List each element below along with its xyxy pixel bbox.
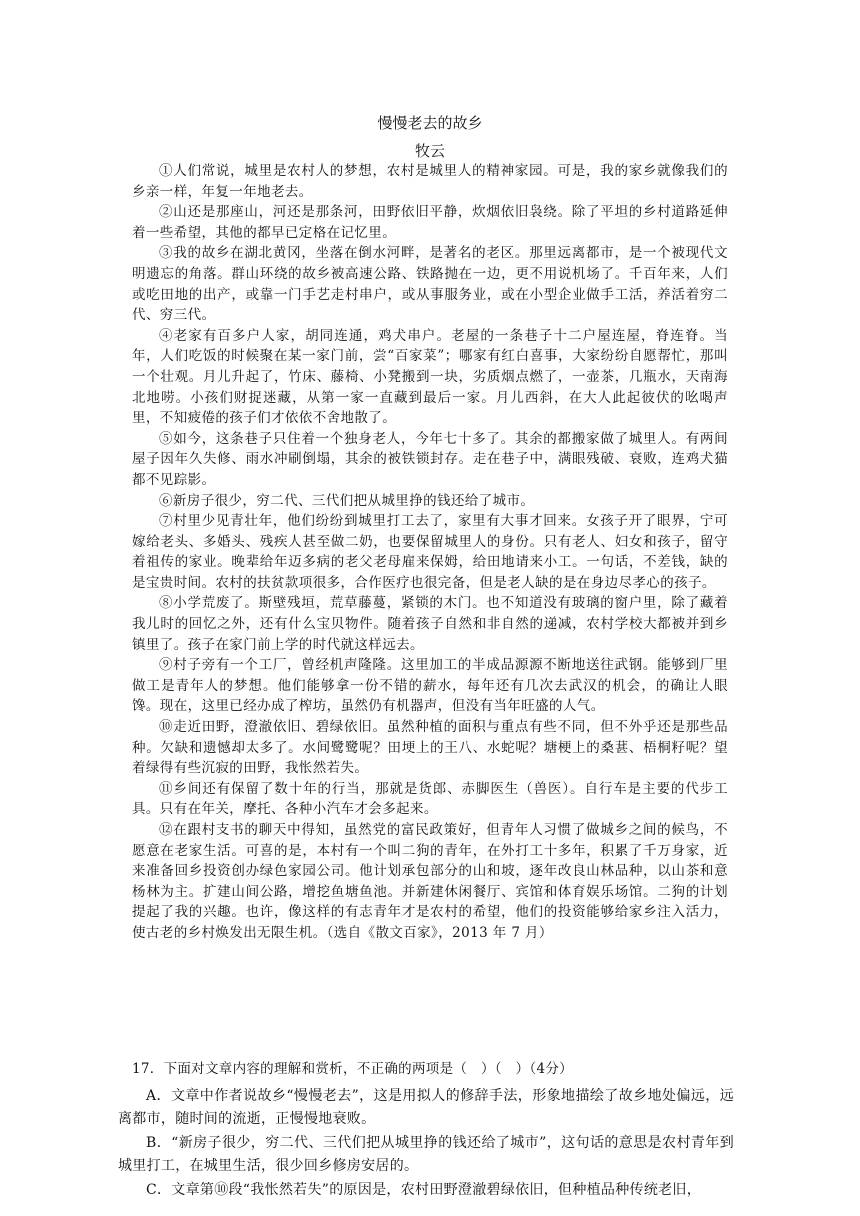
question-options xyxy=(118,1085,734,1204)
paragraph-12: ⑫在跟村支书的聊天中得知，虽然党的富民政策好，但青年人习惯了做城乡之间的候鸟，不愿意在老家生活。可喜的是，本村有一个叫二狗的青年，在外打工十多年，积累了千万身家，近来准备回乡投资创办绿色家园公司。他计划承包部分的山和坡，逐年改良山林品种，以山茶和意杨林为主。扩建山间公路，增挖鱼塘鱼池。并新建休闲餐厅、宾馆和体育娱乐场馆。二狗的计划提起了我的兴趣。也许，像这样的有志青年才是农村的希望，他们的投资能够给家乡注入活力，使古老的乡村焕发出无限生机。（选自《散文百家》，2013 年 7 月） xyxy=(132,822,728,941)
question-stem: 17．下面对文章内容的理解和赏析，不正确的两项是（ ）（ ）（4分） xyxy=(132,1061,573,1077)
essay-body xyxy=(132,161,728,944)
paragraph-3: ③我的故乡在湖北黄冈，坐落在倒水河畔，是著名的老区。那里远离都市，是一个被现代文明遗忘的角落。群山环绕的故乡被高速公路、铁路抛在一边，更不用说机场了。千百年来，人们或吃田地的出产，或靠一门手艺走村串户，或从事服务业，或在小型企业做手工活，养活着穷二代、穷三代。 xyxy=(132,245,728,324)
paragraph-10: ⑩走近田野，澄澈依旧、碧绿依旧。虽然种植的面积与重点有些不同，但不外乎还是那些品种。欠缺和遗憾却太多了。水间鹭鹭呢？田埂上的王八、水蛇呢？塘梗上的桑葚、梧桐籽呢？望着绿得有些沉寂的田野，我怅然若失。 xyxy=(132,719,728,777)
paragraph-6: ⑥新房子很少，穷二代、三代们把从城里挣的钱还给了城市。 xyxy=(159,492,535,509)
paragraph-11: ⑪乡间还有保留了数十年的行当，那就是货郎、赤脚医生（兽医）。自行车是主要的代步工具。只有在年关，摩托、各种小汽车才会多起来。 xyxy=(132,780,728,818)
paragraph-1: ①人们常说，城里是农村人的梦想，农村是城里人的精神家园。可是，我的家乡就像我们的乡亲一样，年复一年地老去。 xyxy=(132,163,728,200)
essay-title: 慢慢老去的故乡 xyxy=(377,114,483,132)
option-c: C．文章第⑩段“我怅然若失”的原因是，农村田野澄澈碧绿依旧，但种植品种传统老旧， xyxy=(146,1182,702,1198)
essay-author: 牧云 xyxy=(414,142,445,160)
paragraph-2: ②山还是那座山，河还是那条河，田野依旧平静，炊烟依旧袅绕。除了平坦的乡村道路延伸着一些希望，其他的都早已定格在记忆里。 xyxy=(132,204,728,241)
paragraph-9: ⑨村子旁有一个工厂，曾经机声隆隆。这里加工的半成品源源不断地送往武钢。能够到厂里做工是青年人的梦想。他们能够拿一份不错的薪水，每年还有几次去武汉的机会，的确让人眼馋。现在，这里已经办成了榨坊，虽然仍有机器声，但没有当年旺盛的人气。 xyxy=(132,657,728,715)
paragraph-4: ④老家有百多户人家，胡同连通，鸡犬串户。老屋的一条巷子十二户屋连屋，脊连脊。当年，人们吃饭的时候聚在某一家门前，尝“百家菜”；哪家有红白喜事，大家纷纷自愿帮忙，那叫一个壮观。月儿升起了，竹床、藤椅、小凳搬到一块，劣质烟点燃了，一壶茶，几瓶水，天南海北地唠。小孩们财捉迷藏，从第一家一直藏到最后一家。月儿西斜，在大人此起彼伏的吆喝声里，不知疲倦的孩子们才依依不舍地散了。 xyxy=(132,327,728,427)
option-b: B．“新房子很少，穷二代、三代们把从城里挣的钱还给了城市”，这句话的意思是农村青年到城里打工，在城里生活，很少回乡修房安居的。 xyxy=(118,1135,734,1174)
paragraph-7: ⑦村里少见青壮年，他们纷纷到城里打工去了，家里有大事才回来。女孩子开了眼界，宁可嫁给老头、多婚头、残疾人甚至做二奶，也要保留城里人的身份。只有老人、妇女和孩子，留守着祖传的家业。晚辈给年迈多病的老父老母雇来保姆，给田地请来小工。一句话，不差钱，缺的是宝贵时间。农村的扶贫款项很多，合作医疗也很完备，但是老人缺的是在身边尽孝心的孩子。 xyxy=(132,513,728,591)
option-a: A．文章中作者说故乡“慢慢老去”，这是用拟人的修辞手法，形象地描绘了故乡地处偏远，远离都市，随时间的流逝，正慢慢地衰败。 xyxy=(118,1088,734,1127)
paragraph-8: ⑧小学荒废了。斯壁残垣，荒草藤蔓，紧锁的木门。也不知道没有玻璃的窗户里，除了藏着我儿时的回忆之外，还有什么宝贝物件。随着孩子自然和非自然的递减，农村学校大都被并到乡镇里了。孩子在家门前上学的时代就这样远去。 xyxy=(132,595,728,653)
paragraph-5: ⑤如今，这条巷子只住着一个独身老人，今年七十多了。其余的都搬家做了城里人。有两间屋子因年久失修、雨水冲刷倒塌，其余的被铁锁封存。走在巷子中，满眼残破、衰败，连鸡犬猫都不见踪影。 xyxy=(132,430,728,488)
